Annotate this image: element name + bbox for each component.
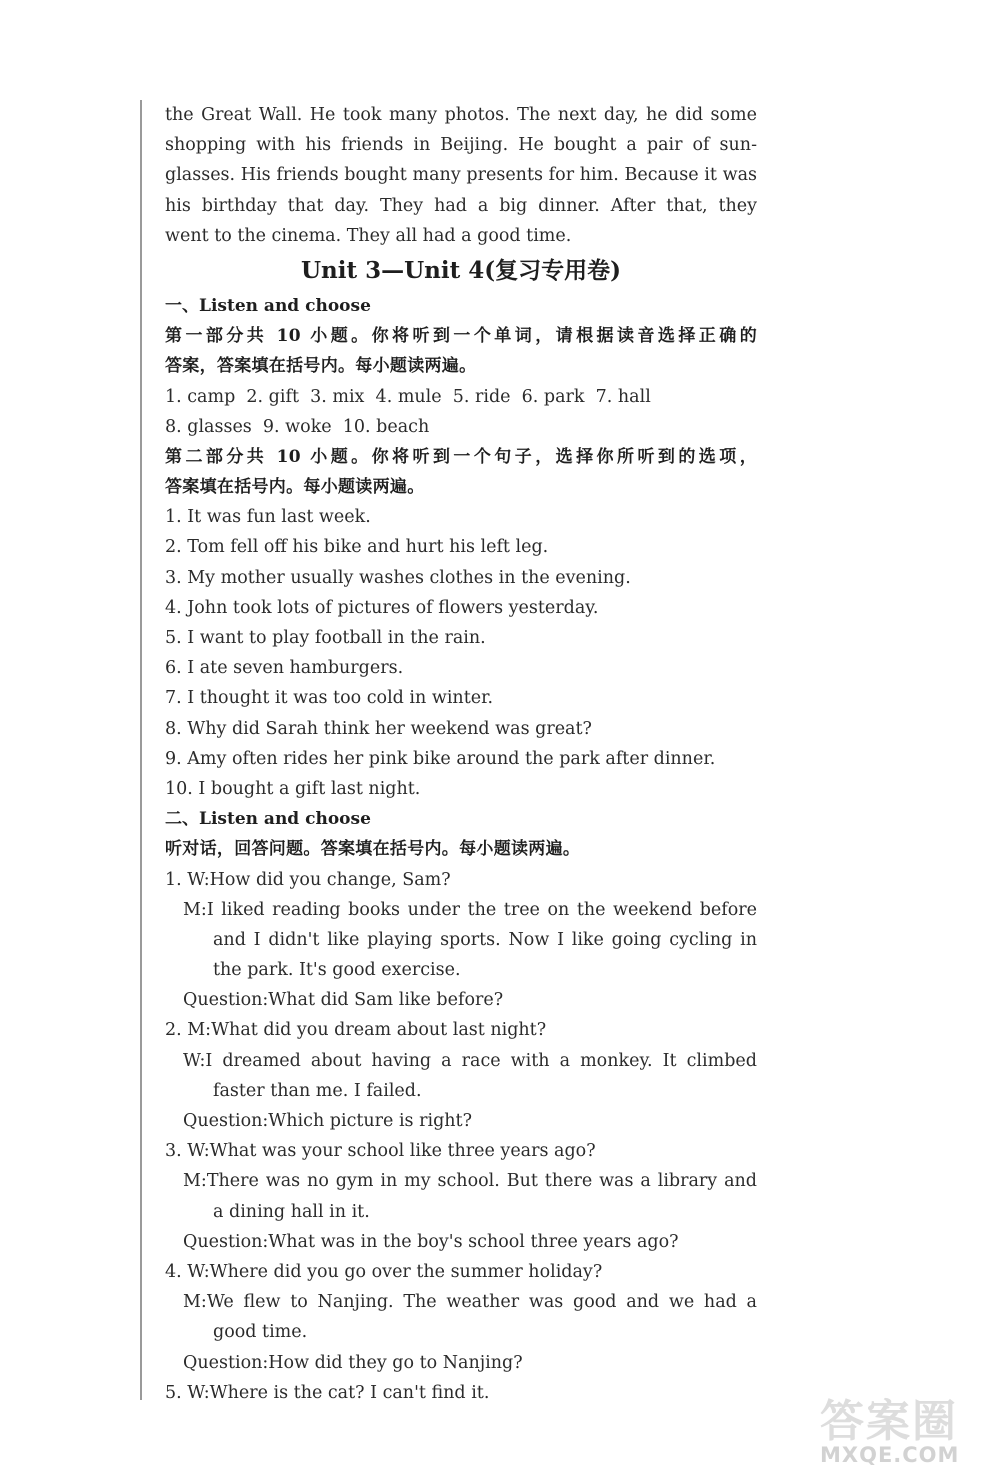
sentence-item: 5. I want to play football in the rain.	[165, 628, 486, 648]
dialogue-line: 1. W:How did you change, Sam?	[165, 869, 451, 890]
watermark-url: MXQE.COM	[820, 1443, 960, 1467]
part2-instruction: 答案填在括号内。每小题读两遍。	[165, 477, 425, 498]
sentence-item: 2. Tom fell off his bike and hurt his left leg.	[165, 537, 549, 558]
section2-instruction: 听对话，回答问题。答案填在括号内。每小题读两遍。	[165, 839, 581, 860]
dialogue-line: 5. W:Where is the cat? I can't find it.	[165, 1382, 490, 1403]
intro-line: his birthday that day. They had a big dinner. After that, they	[165, 195, 757, 216]
dialogue-line: 2. M:What did you dream about last night?	[165, 1020, 547, 1041]
margin-rule	[140, 100, 142, 1400]
section2-heading: 二、Listen and choose	[165, 809, 371, 830]
dialogue-reply: M:I liked reading books under the tree on the weekend before	[183, 899, 757, 920]
word-list: 1. camp 2. gift 3. mix 4. mule 5. ride 6. park 7. hall	[165, 386, 651, 407]
dialogue-line: 4. W:Where did you go over the summer holiday?	[165, 1261, 603, 1282]
dialogue-reply: W:I dreamed about having a race with a monkey. It climbed	[183, 1050, 757, 1071]
dialogue-reply: the park. It's good exercise.	[213, 960, 461, 981]
dialogue-reply: a dining hall in it.	[213, 1201, 370, 1222]
intro-line: glasses. His friends bought many presents for him. Because it was	[165, 165, 757, 186]
dialogue-question: Question:Which picture is right?	[183, 1111, 472, 1131]
watermark-logo: 答案圈	[820, 1396, 958, 1447]
page-title: Unit 3—Unit 4(复习专用卷)	[300, 256, 622, 284]
sentence-item: 6. I ate seven hamburgers.	[165, 658, 404, 679]
intro-line: went to the cinema. They all had a good time.	[165, 225, 572, 246]
dialogue-reply: and I didn't like playing sports. Now I like going cycling in	[213, 929, 757, 950]
intro-line: shopping with his friends in Beijing. He bought a pair of sun-	[165, 135, 757, 156]
part2-instruction: 第二部分共 10 小题。你将听到一个句子，选择你所听到的选项，	[165, 446, 757, 467]
dialogue-reply: M:We flew to Nanjing. The weather was good and we had a	[183, 1292, 757, 1313]
dialogue-reply: M:There was no gym in my school. But there was a library and	[183, 1171, 757, 1192]
part1-instruction: 答案，答案填在括号内。每小题读两遍。	[165, 356, 477, 377]
sentence-item: 10. I bought a gift last night.	[165, 778, 421, 799]
dialogue-reply: good time.	[213, 1322, 308, 1343]
sentence-item: 9. Amy often rides her pink bike around the park after dinner.	[165, 748, 716, 769]
sentence-item: 7. I thought it was too cold in winter.	[165, 688, 494, 709]
dialogue-question: Question:What did Sam like before?	[183, 990, 504, 1011]
page-content	[165, 100, 757, 1408]
dialogue-reply: faster than me. I failed.	[213, 1080, 422, 1101]
section1-heading: 一、Listen and choose	[165, 295, 371, 316]
sentence-item: 1. It was fun last week.	[165, 507, 371, 528]
dialogue-question: Question:How did they go to Nanjing?	[183, 1352, 523, 1373]
sentence-item: 8. Why did Sarah think her weekend was great?	[165, 718, 592, 739]
dialogue-line: 3. W:What was your school like three years ago?	[165, 1141, 596, 1162]
sentence-item: 4. John took lots of pictures of flowers yesterday.	[165, 597, 599, 618]
part1-instruction: 第一部分共 10 小题。你将听到一个单词，请根据读音选择正确的	[165, 326, 757, 347]
intro-line: the Great Wall. He took many photos. The next day, he did some	[165, 105, 757, 125]
sentence-item: 3. My mother usually washes clothes in the evening.	[165, 567, 631, 588]
watermark	[820, 1385, 990, 1465]
dialogue-question: Question:What was in the boy's school three years ago?	[183, 1231, 679, 1252]
word-list: 8. glasses 9. woke 10. beach	[165, 416, 430, 437]
